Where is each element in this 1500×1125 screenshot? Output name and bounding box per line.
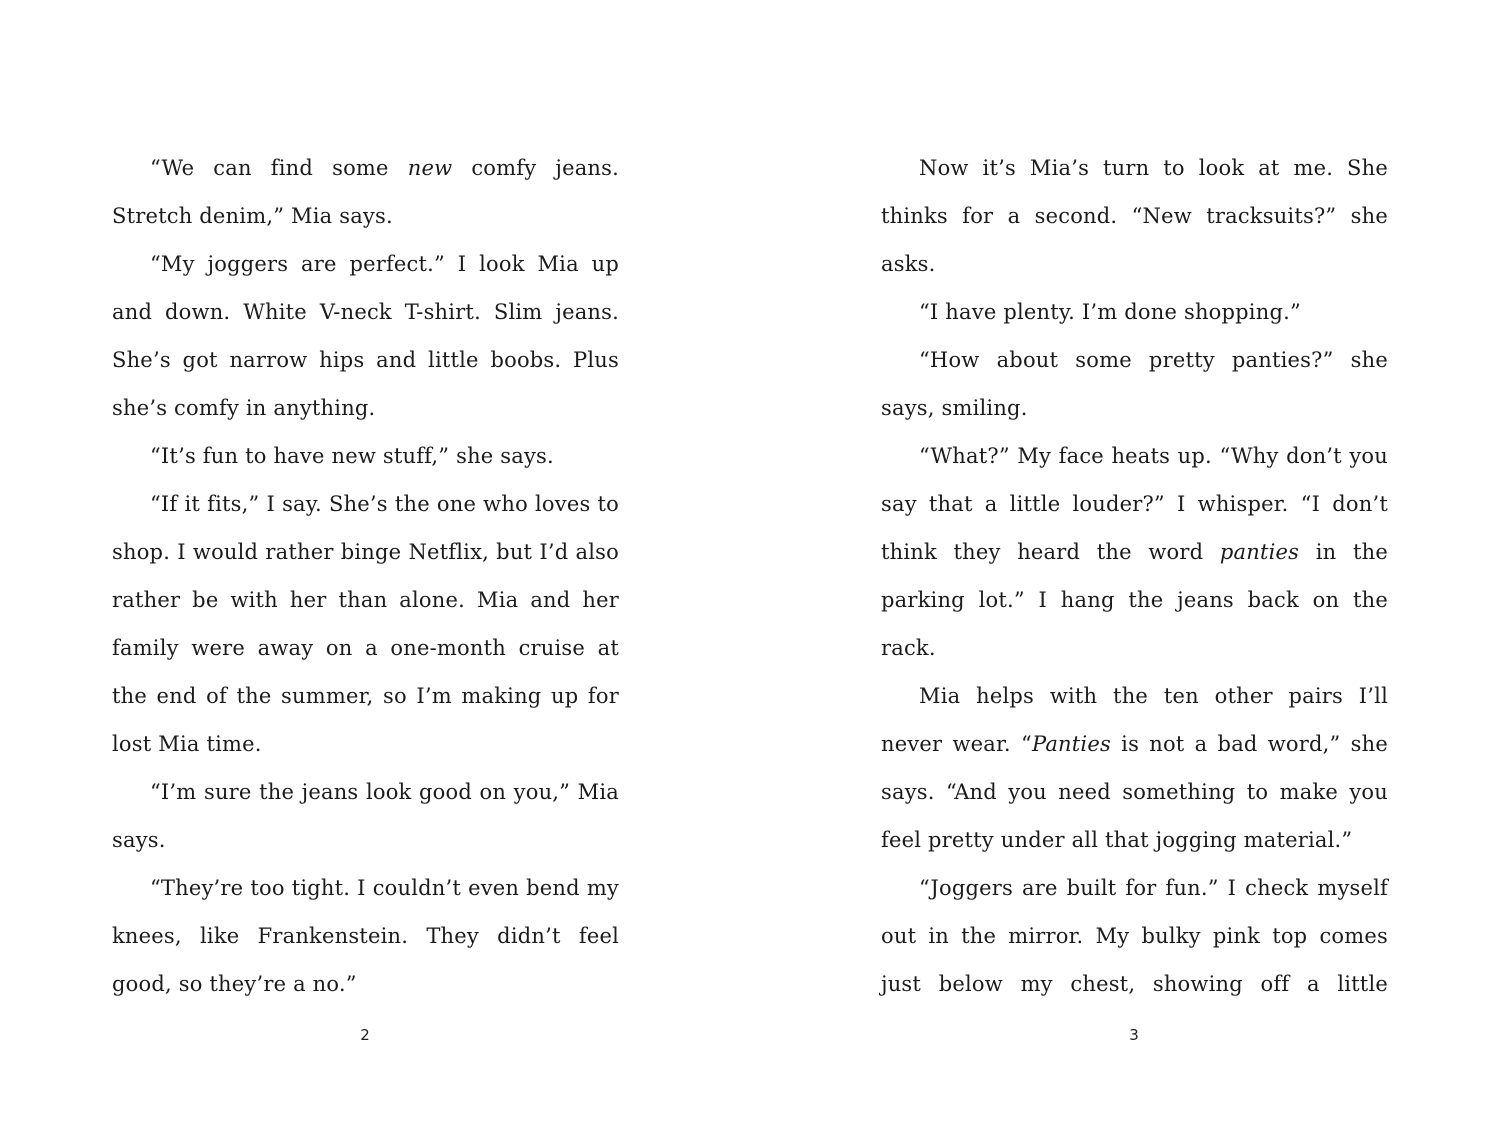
paragraph: “It’s fun to have new stuff,” she says. bbox=[150, 444, 554, 468]
italic-text: new bbox=[407, 156, 453, 180]
italic-text: panties bbox=[1219, 540, 1300, 564]
page-number: 3 bbox=[1129, 1026, 1139, 1044]
paragraph-text: Mia helps with the ten other pairs I’ll never wear. “ bbox=[881, 684, 1388, 756]
paragraph: “I have plenty. I’m done shopping.” bbox=[919, 300, 1301, 324]
paragraph: “If it fits,” I say. She’s the one who loves to shop. I would rather binge Netflix, but I’d also rather be with her than alone. Mia and her family were away on a one-month cruise at the end of the summer, so I’m making up for lost Mia time. bbox=[112, 492, 619, 756]
left-page bbox=[112, 144, 619, 1008]
paragraph: “My joggers are perfect.” I look Mia up and down. White V-neck T-shirt. Slim jeans. She’s got narrow hips and little boobs. Plus she’s comfy in anything. bbox=[112, 252, 619, 420]
paragraph: “I’m sure the jeans look good on you,” Mia says. bbox=[112, 780, 619, 852]
paragraph: “Joggers are built for fun.” I check myself out in the mirror. My bulky pink top comes just below my chest, showing off a little bbox=[881, 876, 1388, 996]
paragraph-text: “We can find some bbox=[150, 156, 408, 180]
paragraph: “They’re too tight. I couldn’t even bend my knees, like Frankenstein. They didn’t feel good, so they’re a no.” bbox=[112, 876, 619, 996]
page-number: 2 bbox=[360, 1026, 370, 1044]
paragraph-text: comfy jeans. Stretch denim,” Mia says. bbox=[112, 156, 619, 228]
paragraph bbox=[881, 672, 1388, 864]
italic-text: Panties bbox=[1031, 732, 1111, 756]
paragraph bbox=[112, 144, 619, 240]
paragraph: Now it’s Mia’s turn to look at me. She thinks for a second. “New tracksuits?” she asks. bbox=[881, 156, 1388, 276]
right-page bbox=[881, 144, 1388, 1008]
paragraph-text: in the parking lot.” I hang the jeans back on the rack. bbox=[881, 540, 1388, 660]
paragraph bbox=[881, 432, 1388, 672]
paragraph-text: is not a bad word,” she says. “And you need something to make you feel pretty under all that jogging material.” bbox=[881, 732, 1388, 852]
paragraph: “How about some pretty panties?” she says, smiling. bbox=[881, 348, 1388, 420]
paragraph-text: “What?” My face heats up. “Why don’t you say that a little louder?” I whisper. “I don’t think they heard the word bbox=[881, 444, 1388, 564]
